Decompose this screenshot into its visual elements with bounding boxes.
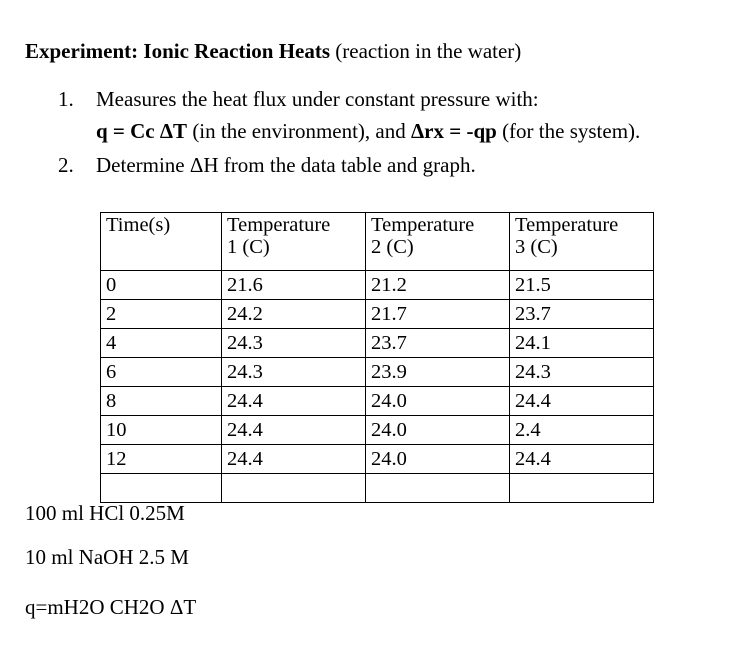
step-1-line1: Measures the heat flux under constant pressure with: [96, 87, 539, 111]
table-cell [101, 474, 222, 503]
table-cell: 24.3 [222, 329, 366, 358]
note-heat-formula: q=mH2O CH2O ΔT [25, 595, 197, 619]
table-cell: 23.7 [366, 329, 510, 358]
table-cell [366, 474, 510, 503]
table-cell: 2.4 [510, 416, 654, 445]
table-row-empty [101, 474, 654, 503]
step-2-number: 2. [58, 153, 74, 177]
table-cell: 24.4 [222, 416, 366, 445]
table-cell: 23.9 [366, 358, 510, 387]
data-table [100, 212, 654, 503]
table-cell: 24.4 [222, 387, 366, 416]
step-1-number: 1. [58, 87, 74, 111]
table-cell: 21.2 [366, 271, 510, 300]
note-naoh: 10 ml NaOH 2.5 M [25, 545, 189, 569]
table-cell: 24.2 [222, 300, 366, 329]
table-cell: 24.4 [222, 445, 366, 474]
note-hcl: 100 ml HCl 0.25M [25, 501, 185, 525]
table-cell: 8 [101, 387, 222, 416]
formula-q: q = Cc ΔT [96, 119, 188, 143]
header-temp-1-line1: Temperature [227, 214, 331, 236]
formula-drx: Δrx = -qp [411, 119, 497, 143]
experiment-title: Experiment: Ionic Reaction Heats [25, 39, 331, 63]
header-temp-2 [366, 213, 510, 271]
table-row [101, 416, 654, 445]
table-cell: 24.0 [366, 445, 510, 474]
table-cell: 23.7 [510, 300, 654, 329]
table-cell: 10 [101, 416, 222, 445]
table-header-row [101, 213, 654, 271]
table-cell: 24.3 [222, 358, 366, 387]
experiment-heading [25, 38, 521, 64]
experiment-subtitle: (reaction in the water) [330, 39, 522, 63]
table-row [101, 358, 654, 387]
header-temp-1 [222, 213, 366, 271]
header-temp-3-line1: Temperature [515, 214, 619, 236]
table-cell: 2 [101, 300, 222, 329]
table-cell: 21.7 [366, 300, 510, 329]
table-cell: 6 [101, 358, 222, 387]
table-row [101, 300, 654, 329]
header-temp-2-line1: Temperature [371, 214, 475, 236]
table-cell [222, 474, 366, 503]
step-2-text: Determine ΔH from the data table and graph. [96, 153, 476, 177]
table-cell: 24.0 [366, 387, 510, 416]
header-temp-1-line2: 1 (C) [227, 236, 270, 258]
table-row [101, 387, 654, 416]
table-cell: 24.4 [510, 387, 654, 416]
table-cell: 21.5 [510, 271, 654, 300]
table-cell: 4 [101, 329, 222, 358]
table-cell [510, 474, 654, 503]
header-temp-3 [510, 213, 654, 271]
table-cell: 21.6 [222, 271, 366, 300]
formula-q-note: (in the environment), and [187, 119, 411, 143]
step-1-formula-line [96, 118, 640, 144]
table-cell: 24.0 [366, 416, 510, 445]
table-cell: 24.4 [510, 445, 654, 474]
header-time-label: Time(s) [106, 214, 171, 236]
header-temp-3-line2: 3 (C) [515, 236, 558, 258]
table-row [101, 445, 654, 474]
table-cell: 24.1 [510, 329, 654, 358]
table-row [101, 329, 654, 358]
table-cell: 0 [101, 271, 222, 300]
table-row [101, 271, 654, 300]
header-time [101, 213, 222, 271]
header-temp-2-line2: 2 (C) [371, 236, 414, 258]
formula-drx-note: (for the system). [496, 119, 641, 143]
table-cell: 24.3 [510, 358, 654, 387]
table-cell: 12 [101, 445, 222, 474]
